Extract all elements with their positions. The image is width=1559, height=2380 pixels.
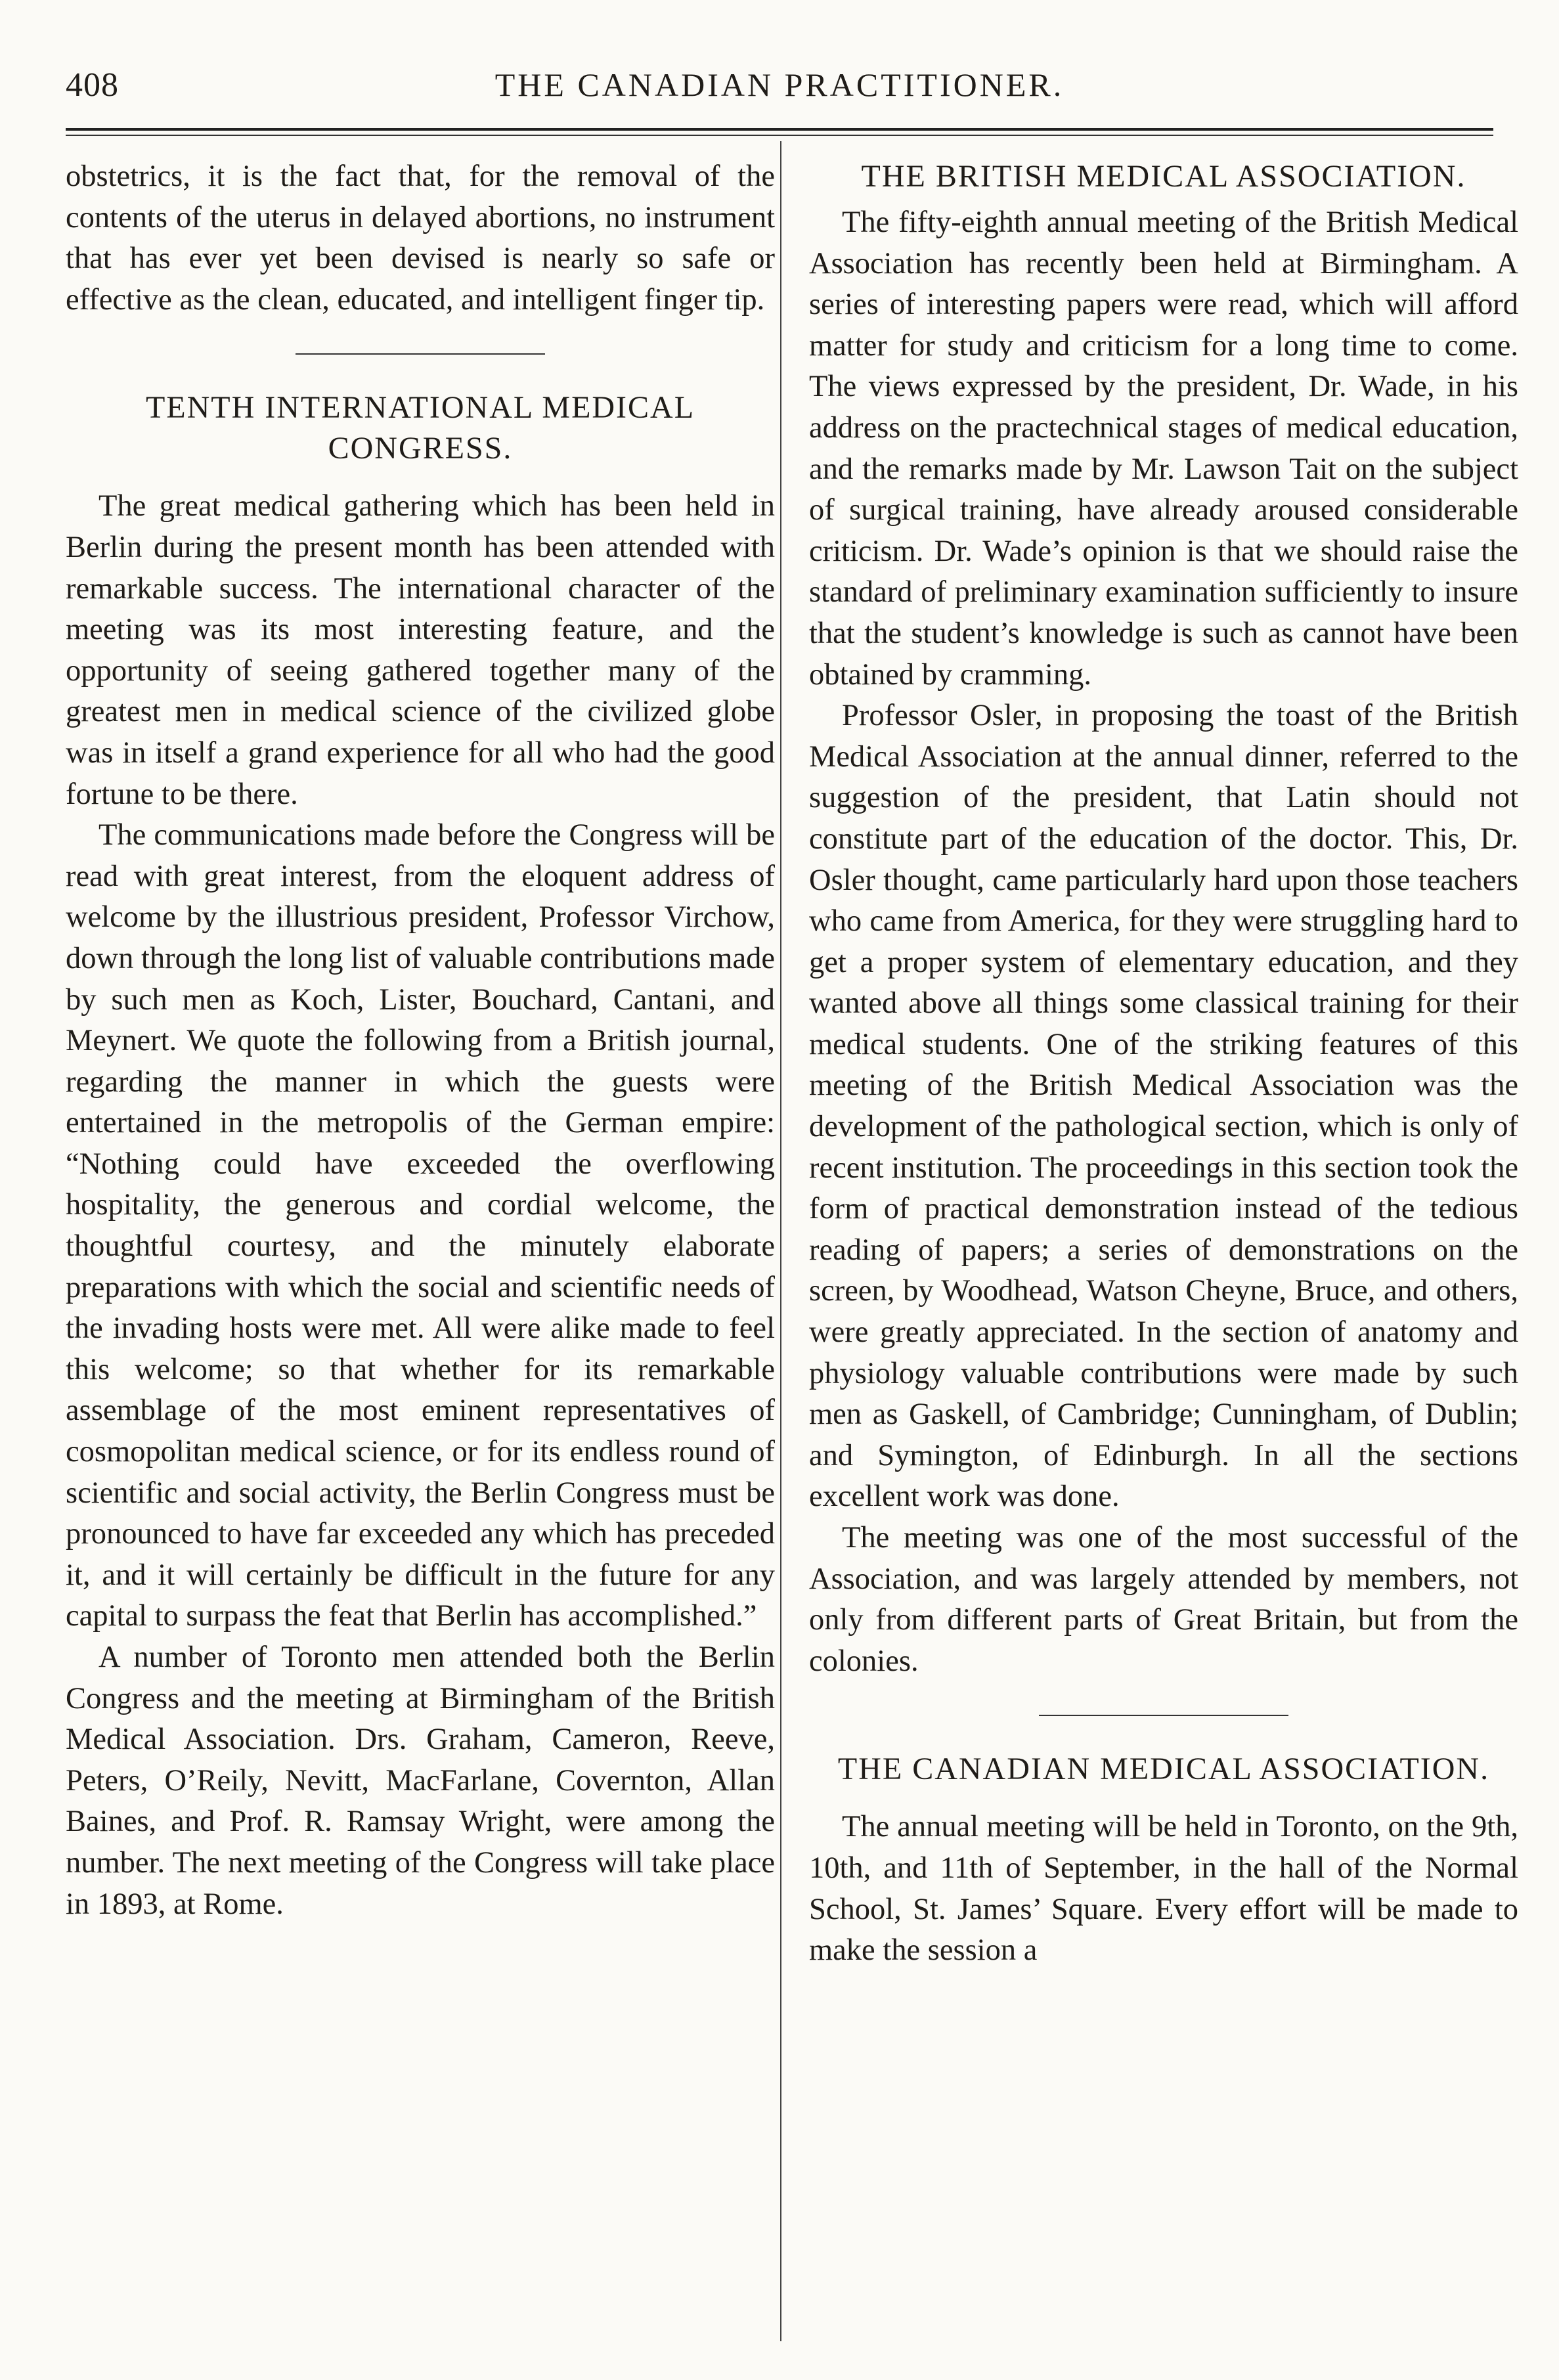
congress-paragraph-2: The communications made before the Congress will be read with great interest, from the eloquent address of welcome by the illustrious president, Professor Virchow, down through the long list of valuable contributions made by such men as Koch, Lister, Bouchard, Cantani, and Meynert. We quote the following from a British journal, regarding the manner in which the guests were entertained in the metropolis of the German empire: “Nothing could have exceeded the overflowing hospitality, the generous and cordial welcome, the thoughtful courtesy, and the minutely elaborate preparations with which the social and scientific needs of the invading hosts were met. All were alike made to feel this welcome; so that whether for its remarkable assemblage of the most eminent representatives of cosmopolitan medical science, or for its endless round of scientific and social activity, the Berlin Congress must be pronounced to have far exceeded any which has preceded it, and it will certainly be difficult in the future for any capital to surpass the feat that Berlin has accomplished.” (66, 818, 775, 1633)
section-separator (1039, 1715, 1288, 1716)
congress-paragraph-3: A number of Toronto men attended both the Berlin Congress and the meeting at Birmingham of the British Medical Association. Drs. Graham, Cameron, Reeve, Peters, O’Reily, Nevitt, MacFarlane, Covernton, Allan Baines, and Prof. R. Ramsay Wright, were among the number. The next meeting of the Congress will take place in 1893, at Rome. (66, 1641, 775, 1921)
bma-paragraph-1: The fifty-eighth annual meeting of the British Medical Association has recently been held at Birmingham. A series of interesting papers were read, which will afford matter for study and criticism for a long time to come. The views expressed by the president, Dr. Wade, in his address on the practechnical stages of medical education, and the remarks made by Mr. Lawson Tait on the subject of surgical training, have already aroused considerable criticism. Dr. Wade’s opinion is that we should raise the standard of preliminary examination sufficiently to insure that the student’s knowledge is such as cannot have been obtained by cramming. (809, 206, 1518, 692)
page-header (66, 66, 1493, 118)
page-number: 408 (66, 66, 119, 104)
bma-paragraph-3: The meeting was one of the most successful of the Association, and was largely attended by members, not only from different parts of Great Britain, but from the colonies. (809, 1521, 1518, 1678)
section-separator (296, 353, 545, 355)
congress-paragraph-1: The great medical gathering which has been held in Berlin during the present month has been attended with remarkable success. The international character of the meeting was its most interesting feature, and the opportunity of seeing gathered together many of the greatest men in medical science of the civilized globe was in itself a grand experience for all who had the good fortune to be there. (66, 489, 775, 811)
running-title: THE CANADIAN PRACTITIONER. (494, 66, 1065, 103)
header-rule-secondary (66, 135, 1493, 136)
congress-heading: TENTH INTERNATIONAL MEDICAL CONGRESS. (145, 390, 695, 466)
column-divider (780, 141, 781, 2341)
right-column (809, 156, 1518, 1972)
cma-paragraph-1: The annual meeting will be held in Toronto, on the 9th, 10th, and 11th of September, in the hall of the Normal School, St. James’ Square. Every effort will be made to make the session a (809, 1810, 1518, 1968)
bma-paragraph-2: Professor Osler, in proposing the toast of the British Medical Association at the annual dinner, referred to the suggestion of the president, that Latin should not constitute part of the education of the doctor. This, Dr. Osler thought, came particularly hard upon those teachers who came from America, for they were struggling hard to get a proper system of elementary education, and they wanted above all things some classical training for their medical students. One of the striking features of this meeting of the British Medical Association was the development of the pathological section, which is only of recent institution. The proceedings in this section took the form of practical demonstration instead of the tedious reading of papers; a series of demonstrations on the screen, by Woodhead, Watson Cheyne, Bruce, and others, were greatly appreciated. In the section of anatomy and physiology valuable contributions were made by such men as Gaskell, of Cambridge; Cunningham, of Dublin; and Symington, of Edinburgh. In all the sections excellent work was done. (809, 699, 1518, 1514)
continued-paragraph: obstetrics, it is the fact that, for the removal of the contents of the uterus in delayed abortions, no instrument that has ever yet been devised is nearly so safe or effective as the clean, educated, and intelligent finger tip. (66, 160, 775, 317)
header-rule (66, 128, 1493, 131)
left-column (66, 156, 775, 1925)
bma-heading: THE BRITISH MEDICAL ASSOCIATION. (861, 159, 1466, 194)
cma-heading: THE CANADIAN MEDICAL ASSOCIATION. (837, 1752, 1490, 1787)
